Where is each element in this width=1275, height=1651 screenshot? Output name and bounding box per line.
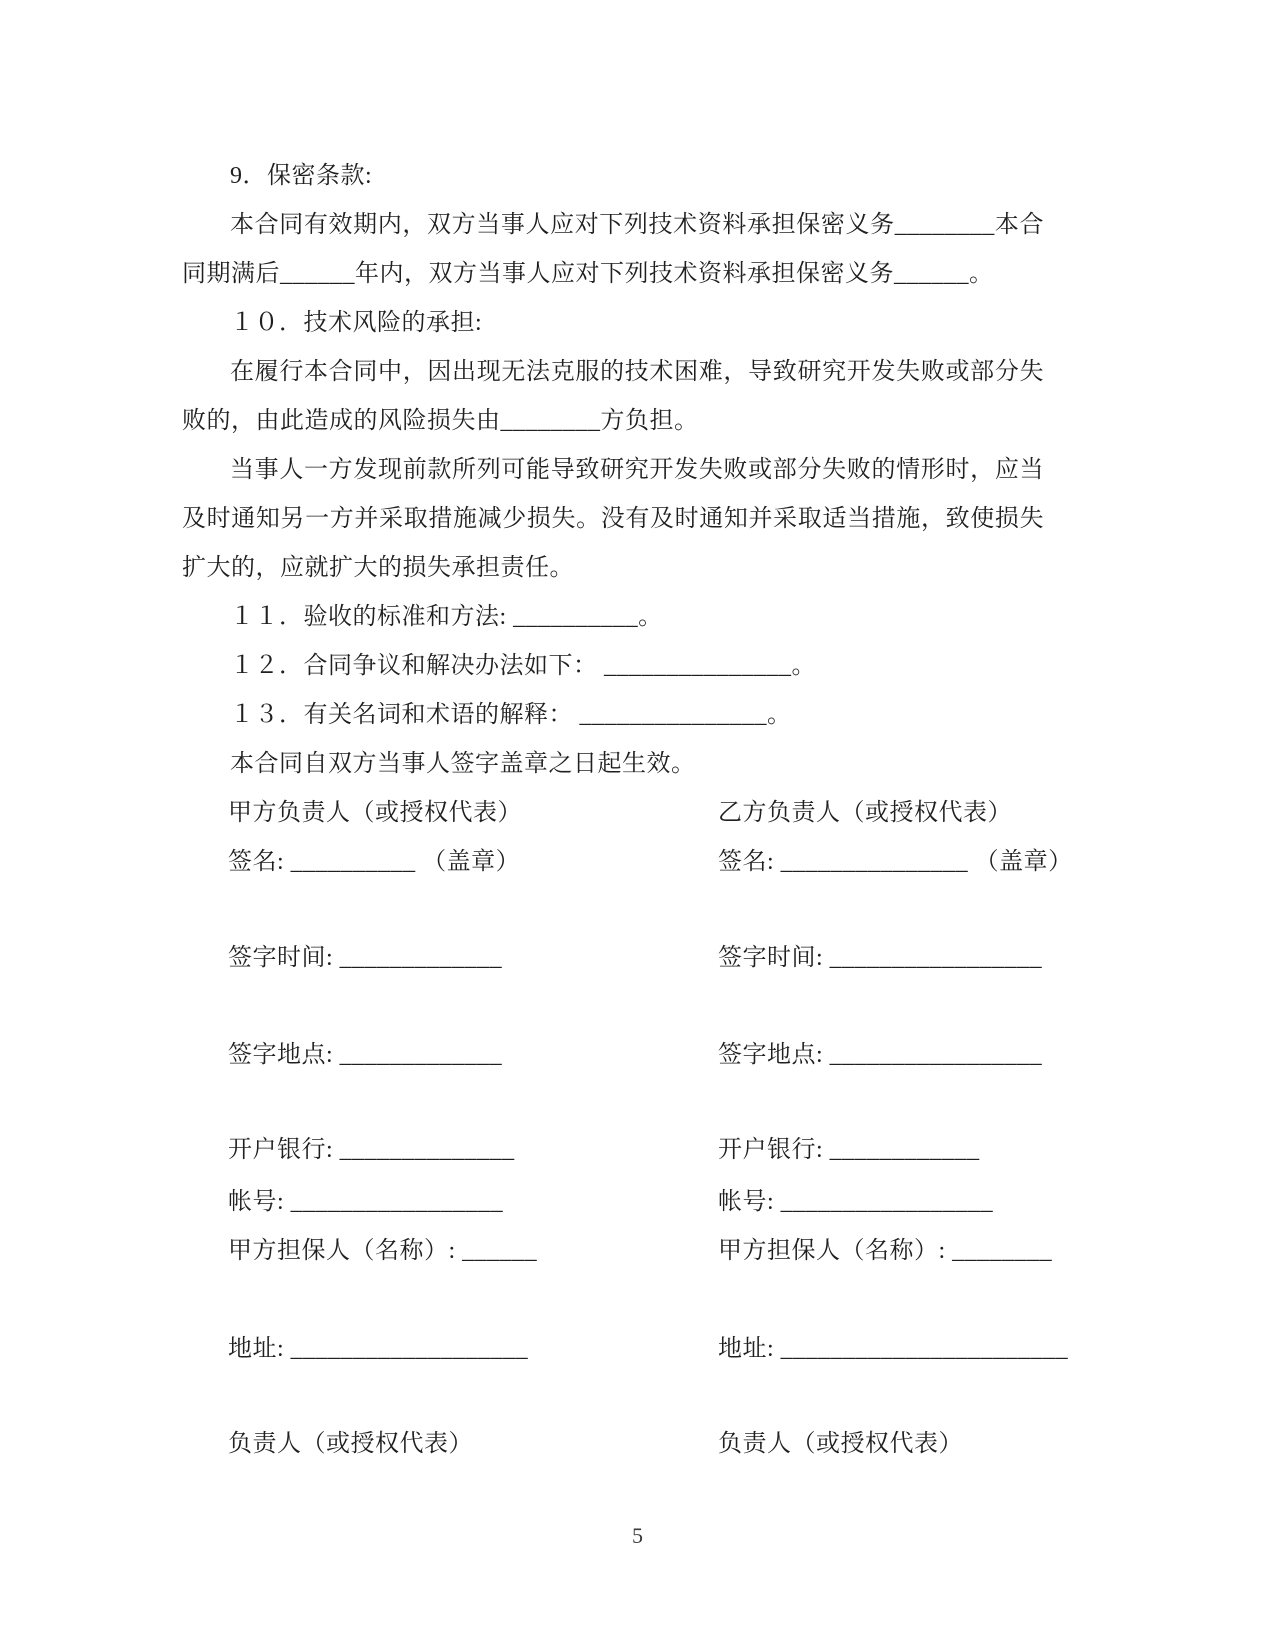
clause-10-text-line-4: 及时通知另一方并采取措施减少损失。没有及时通知并采取适当措施，致使损失 — [182, 506, 1044, 532]
party-a-account-field: 帐号: _________________ — [228, 1189, 504, 1215]
party-b-sign-place-field: 签字地点: _________________ — [718, 1042, 1043, 1068]
party-b-sign-time-field: 签字时间: _________________ — [718, 945, 1043, 971]
party-a-address-field: 地址: ___________________ — [228, 1336, 529, 1362]
party-a-guarantor-field: 甲方担保人（名称）: ______ — [228, 1238, 538, 1264]
party-a-representative-label: 负责人（或授权代表） — [228, 1431, 473, 1457]
party-b-account-field: 帐号: _________________ — [718, 1189, 994, 1215]
clause-10-text-line-1: 在履行本合同中，因出现无法克服的技术困难，导致研究开发失败或部分失 — [230, 359, 1044, 385]
signature-row-account — [182, 1178, 1044, 1227]
party-a-bank-field: 开户银行: ______________ — [228, 1137, 515, 1163]
party-a-signature-field: 签名: __________ （盖章） — [228, 849, 521, 875]
clause-9-text-line-1: 本合同有效期内，双方当事人应对下列技术资料承担保密义务________本合 — [230, 212, 1044, 238]
signature-row-bank — [182, 1126, 1044, 1175]
signature-row-sign-time — [182, 934, 1044, 983]
clause-10-heading: １０．技术风险的承担: — [230, 310, 483, 336]
clause-9-heading: 9．保密条款: — [230, 163, 373, 189]
clause-12-line: １２．合同争议和解决办法如下： _______________。 — [230, 653, 816, 679]
page-number: 5 — [632, 1523, 643, 1548]
clause-10-text-line-5: 扩大的，应就扩大的损失承担责任。 — [182, 555, 574, 581]
signature-row-guarantor — [182, 1227, 1053, 1276]
clause-11-line: １１．验收的标准和方法: __________。 — [230, 604, 663, 630]
signature-row-representative — [182, 1420, 1044, 1469]
party-b-address-field: 地址: _______________________ — [718, 1336, 1069, 1362]
clause-13-line: １３．有关名词和术语的解释： _______________。 — [230, 702, 792, 728]
party-a-responsible-label: 甲方负责人（或授权代表） — [228, 800, 522, 826]
party-b-responsible-label: 乙方负责人（或授权代表） — [718, 800, 1012, 826]
clause-10-text-line-3: 当事人一方发现前款所列可能导致研究开发失败或部分失败的情形时，应当 — [230, 457, 1044, 483]
party-b-signature-field: 签名: _______________ （盖章） — [718, 849, 1073, 875]
contract-body — [182, 152, 1073, 1469]
signature-row-signature — [182, 838, 1073, 887]
clause-9-text-line-2: 同期满后______年内，双方当事人应对下列技术资料承担保密义务______。 — [182, 261, 994, 287]
party-b-bank-field: 开户银行: ____________ — [718, 1137, 980, 1163]
clause-10-text-line-2: 败的，由此造成的风险损失由________方负担。 — [182, 408, 699, 434]
signature-row-address — [182, 1325, 1069, 1374]
party-a-sign-place-field: 签字地点: _____________ — [228, 1042, 503, 1068]
party-b-guarantor-field: 甲方担保人（名称）: ________ — [718, 1238, 1053, 1264]
signature-row-sign-place — [182, 1031, 1044, 1080]
signature-row-responsible — [182, 789, 1044, 838]
party-b-representative-label: 负责人（或授权代表） — [718, 1431, 963, 1457]
party-a-sign-time-field: 签字时间: _____________ — [228, 945, 503, 971]
effective-date-line: 本合同自双方当事人签字盖章之日起生效。 — [230, 751, 696, 777]
